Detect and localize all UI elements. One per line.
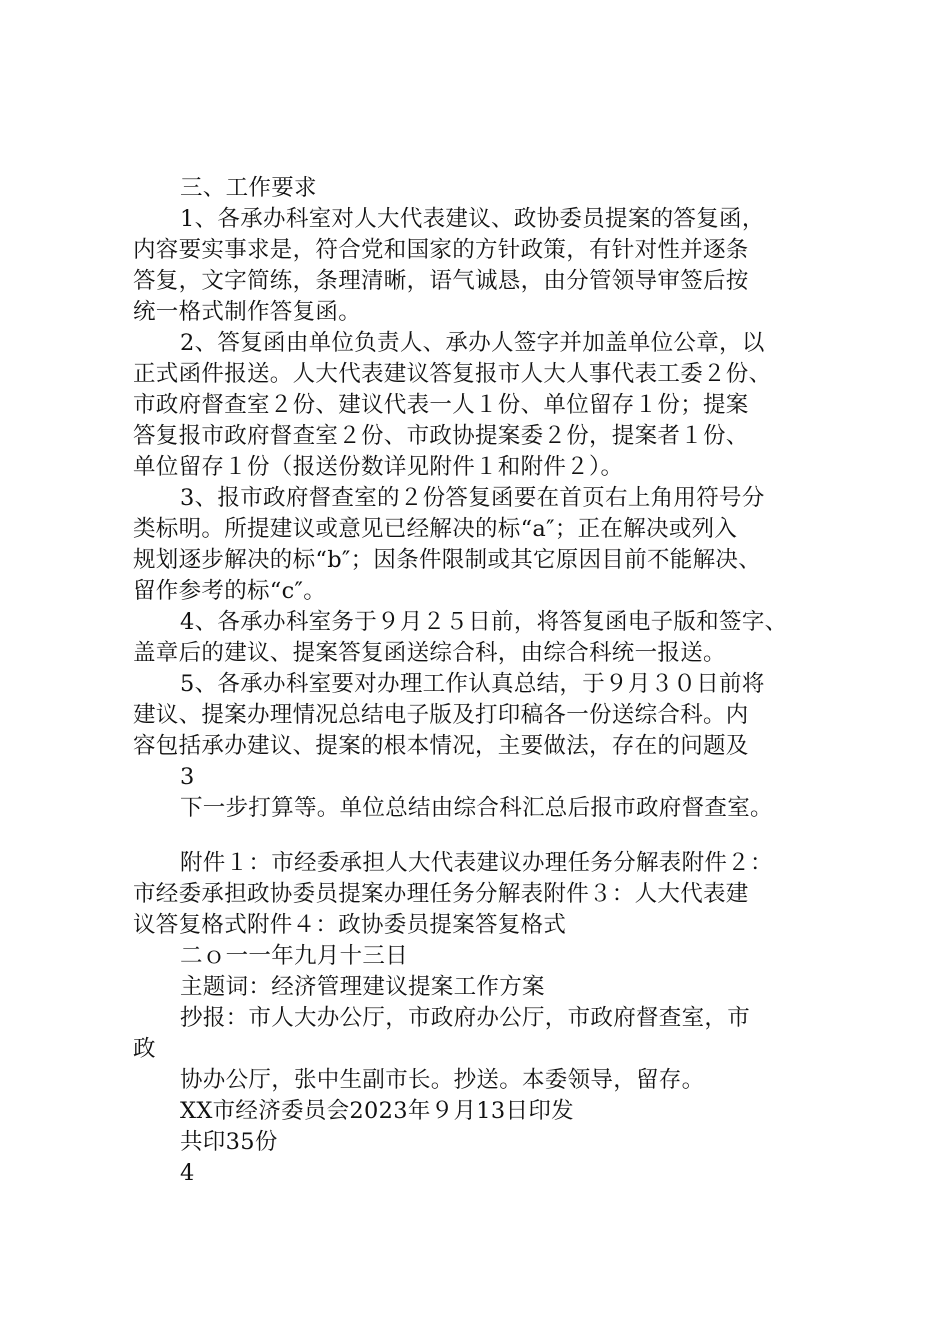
item1-line-4: 统一格式制作答复函。 [133, 299, 362, 325]
continuation-line: 下一步打算等。单位总结由综合科汇总后报市政府督查室。 [180, 795, 773, 821]
item2-line-3: 市政府督查室２份、建议代表一人１份、单位留存１份；提案 [133, 392, 749, 418]
item1-line-3: 答复，文字简练，条理清晰，语气诚恳，由分管领导审签后按 [133, 268, 749, 294]
item4-line-2: 盖章后的建议、提案答复函送综合科，由综合科统一报送。 [133, 640, 726, 666]
item2-line-4: 答复报市政府督查室２份、市政协提案委２份，提案者１份、 [133, 423, 749, 449]
cc-line-2: 政 [133, 1036, 156, 1062]
item5-line-3: 容包括承办建议、提案的根本情况，主要做法，存在的问题及 [133, 733, 749, 759]
item3-line-1: 3、报市政府督查室的２份答复函要在首页右上角用符号分 [180, 485, 765, 511]
cc-line-1: 抄报：市人大办公厅，市政府办公厅，市政府督查室，市 [180, 1005, 751, 1031]
item2-line-2: 正式函件报送。人大代表建议答复报市人大人事代表工委２份、 [133, 361, 772, 387]
section-heading: 三、工作要求 [180, 175, 317, 201]
item2-line-1: 2、答复函由单位负责人、承办人签字并加盖单位公章，以 [180, 330, 765, 356]
page-number-3: 3 [180, 764, 195, 790]
item2-line-5: 单位留存１份（报送份数详见附件１和附件２）。 [133, 454, 624, 480]
attachments-line-3: 议答复格式附件４：政协委员提案答复格式 [133, 912, 567, 938]
page-number-4: 4 [180, 1160, 195, 1186]
item1-line-2: 内容要实事求是，符合党和国家的方针政策，有针对性并逐条 [133, 237, 749, 263]
item4-line-1: 4、各承办科室务于９月２５日前，将答复函电子版和签字、 [180, 609, 788, 635]
attachments-line-1: 附件１：市经委承担人大代表建议办理任务分解表附件２： [180, 850, 773, 876]
issued-by: XX市经济委员会2023年９月13日印发 [180, 1098, 574, 1124]
subject-keywords: 主题词：经济管理建议提案工作方案 [180, 974, 545, 1000]
copies-printed: 共印35份 [180, 1129, 278, 1155]
issue-date: 二ｏ一一年九月十三日 [180, 943, 409, 969]
attachments-line-2: 市经委承担政协委员提案办理任务分解表附件３：人大代表建 [133, 881, 749, 907]
item5-line-1: 5、各承办科室要对办理工作认真总结，于９月３０日前将 [180, 671, 765, 697]
item3-line-2: 类标明。所提建议或意见已经解决的标“a″；正在解决或列入 [133, 516, 738, 542]
item3-line-4: 留作参考的标“c″。 [133, 578, 327, 604]
cc-line-3: 协办公厅，张中生副市长。抄送。本委领导，留存。 [180, 1067, 705, 1093]
item1-line-1: 1、各承办科室对人大代表建议、政协委员提案的答复函， [180, 206, 765, 232]
item3-line-3: 规划逐步解决的标“b″；因条件限制或其它原因目前不能解决、 [133, 547, 762, 573]
item5-line-2: 建议、提案办理情况总结电子版及打印稿各一份送综合科。内 [133, 702, 749, 728]
